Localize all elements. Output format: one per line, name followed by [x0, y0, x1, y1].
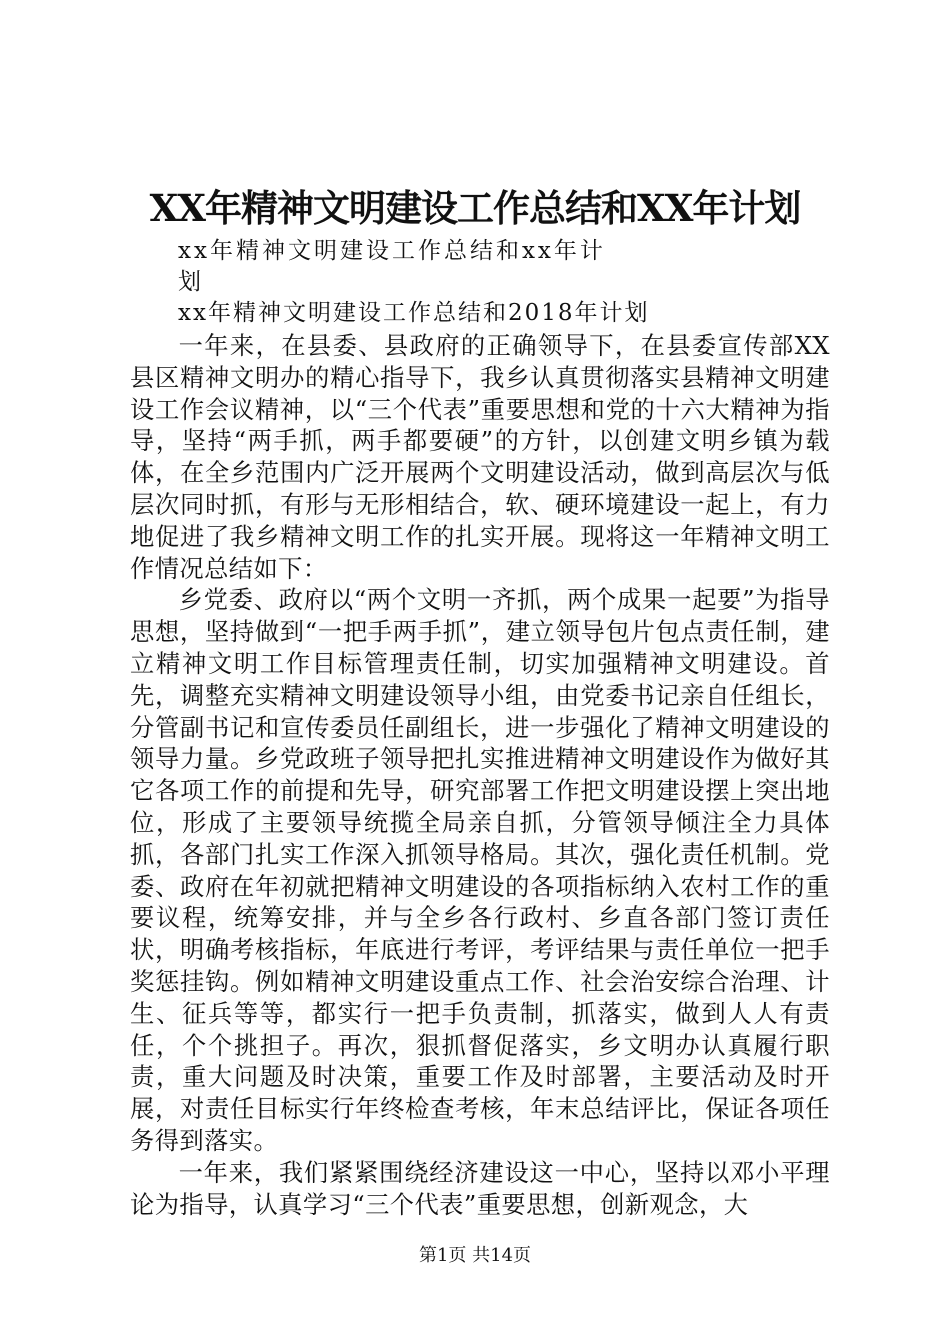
document-body — [130, 330, 830, 1220]
body-paragraph-2: 乡党委、政府以“两个文明一齐抓，两个成果一起要”为指导思想，坚持做到“一把手两手抓”，建立领导包片包点责任制，建立精神文明工作目标管理责任制，切实加强精神文明建设。首先，调整充实精神文明建设领导小组，由党委书记亲自任组长，分管副书记和宣传委员任副组长，进一步强化了精神文明建设的领导力量。乡党政班子领导把扎实推进精神文明建设作为做好其它各项工作的前提和先导，研究部署工作把文明建设摆上突出地位，形成了主要领导统揽全局亲自抓，分管领导倾注全力具体抓，各部门扎实工作深入抓领导格局。其次，强化责任机制。党委、政府在年初就把精神文明建设的各项指标纳入农村工作的重要议程，统筹安排，并与全乡各行政村、乡直各部门签订责任状，明确考核指标，年底进行考评，考评结果与责任单位一把手奖惩挂钩。例如精神文明建设重点工作、社会治安综合治理、计生、征兵等等，都实行一把手负责制，抓落实，做到人人有责任，个个挑担子。再次，狠抓督促落实，乡文明办认真履行职责，重大问题及时决策，重要工作及时部署，主要活动及时开展，对责任目标实行年终检查考核，年末总结评比，保证各项任务得到落实。 — [130, 585, 830, 1155]
document-subtitle — [178, 236, 618, 298]
body-paragraph-1: 一年来，在县委、县政府的正确领导下，在县委宣传部XX县区精神文明办的精心指导下，我乡认真贯彻落实县精神文明建设工作会议精神，以“三个代表”重要思想和党的十六大精神为指导，坚持“两手抓，两手都要硬”的方针，以创建文明乡镇为载体，在全乡范围内广泛开展两个文明建设活动，做到高层次与低层次同时抓，有形与无形相结合，软、硬环境建设一起上，有力地促进了我乡精神文明工作的扎实开展。现将这一年精神文明工作情况总结如下： — [130, 331, 830, 583]
subtitle-line-2: 划 — [178, 269, 204, 295]
body-paragraph-3: 一年来，我们紧紧围绕经济建设这一中心，坚持以邓小平理论为指导，认真学习“三个代表”重要思想，创新观念，大 — [130, 1157, 830, 1219]
page-number-footer: 第1页 共14页 — [418, 1245, 532, 1266]
document-subheading: xx年精神文明建设工作总结和2018年计划 — [178, 300, 650, 326]
document-title: XX年精神文明建设工作总结和XX年计划 — [149, 186, 801, 230]
subtitle-line-1: xx年精神文明建设工作总结和xx年计 — [178, 238, 606, 264]
